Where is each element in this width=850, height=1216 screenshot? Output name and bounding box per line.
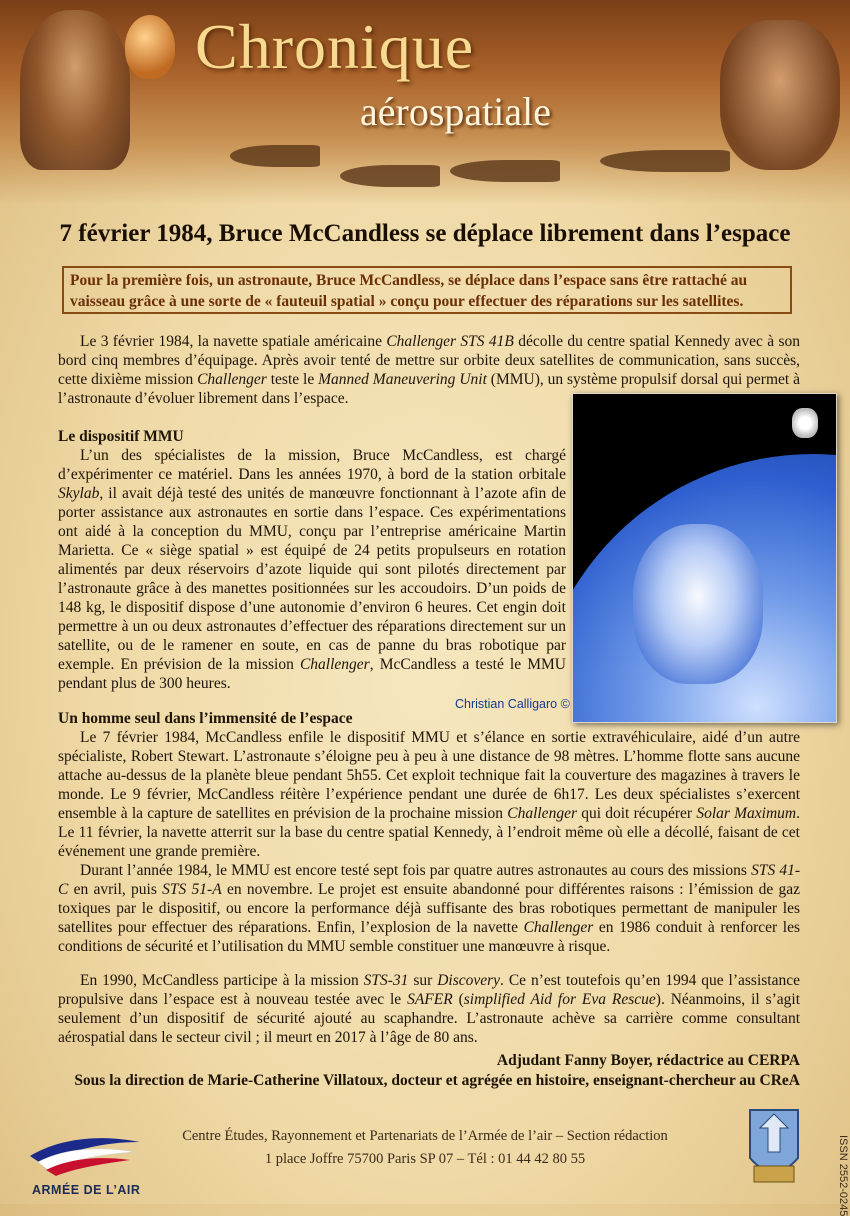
article-title: 7 février 1984, Bruce McCandless se déplace librement dans l’espace [59,220,791,247]
footer-address-line-2: 1 place Joffre 75700 Paris SP 07 – Tél : 01 44 42 80 55 [264,1151,586,1167]
fighter-plane-icon [340,165,440,187]
paragraph-1: Le 3 février 1984, la navette spatiale américaine Challenger STS 41B décolle du centre spatial Kennedy avec à son bord cinq membres d’équipage. Après avoir tenté de mettre sur orbite deux satellites de communication, sans succès, cette dixième mission Challenger teste le Manned Maneuvering Unit (MMU), un système propulsif dorsal qui permet à l’astronaute d’évoluer librement dans l’espace. [58,333,800,407]
hot-air-balloon-icon [125,15,175,79]
paragraph-5: En 1990, McCandless participe à la mission STS-31 sur Discovery. Ce n’est toutefois qu’en 1994 que l’assistance propulsive dans l’espace est à nouveau testée avec le SAFER (simplified Aid for Eva Rescue). Néanmoins, il s’agit seulement d’un dispositif de sécurité ajouté au scaphandre. L’astronaute achève sa carrière comme consultant aérospatial dans le secteur civil ; il meurt en 2017 à l’âge de 80 ans. [58,972,801,1046]
header-banner [0,0,850,205]
footer-address-line-1: Centre Études, Rayonnement et Partenariats de l’Armée de l’air – Section rédaction [182,1128,668,1144]
logo-text: ARMÉE DE L’AIR [32,1183,141,1197]
aviator-portrait-left [20,10,130,170]
aviator-portrait-right [720,20,840,170]
author-signature: Adjudant Fanny Boyer, rédactrice au CERPA [496,1052,800,1069]
header-title: Chronique [195,11,475,82]
jet-fighter-icon [600,150,730,172]
issn-number: ISSN 2552-0245 [837,1135,849,1216]
paragraph-2: L’un des spécialistes de la mission, Bruce McCandless, est chargé d’expérimenter ce matériel. Dans les années 1970, à bord de la station orbitale Skylab, il avait déjà testé des unités de manœuvre fonctionnant à l’azote afin de porter assistance aux astronautes en sortie dans l’espace. Ces expérimentations ont aidé à la conception du MMU, conçu par l’entreprise américaine Martin Marietta. Ce « siège spatial » est équipé de 24 petits propulseurs en rotation alimentés par deux réservoirs d’azote liquide qui sont pilotés directement par l’astronaute grâce à des manettes positionnées sur les accoudoirs. D’un poids de 148 kg, le dispositif dispose d’une autonomie d’environ 6 heures. Cet engin doit permettre à un ou deux astronautes d’effectuer des réparations directement sur un satellite, ou de le ramener en soute, en cas de panne du bras robotique par exemple. En prévision de la mission Challenger, McCandless a testé le MMU pendant plus de 300 heures. [58,447,566,692]
section-heading-mmu: Le dispositif MMU [58,428,184,445]
paragraph-3: Le 7 février 1984, McCandless enfile le dispositif MMU et s’élance en sortie extravéhiculaire, aidé d’un autre spécialiste, Robert Stewart. L’astronaute s’éloigne peu à peu à une distance de 98 mètres. L’homme flotte sans aucune attache au-dessus de la planète bleue pendant 5h55. Cet exploit technique fait la couverture des magazines à travers le monde. Le 9 février, McCandless réitère l’expérience pendant une durée de 6h17. Les deux spécialistes s’exercent ensemble à la capture de satellites en prévision de la prochaine mission Challenger qui doit récupérer Solar Maximum. Le 11 février, la navette atterrit sur la base du centre spatial Kennedy, à l’endroit même où elle a décollé, faisant de cet événement une grande première. [58,729,800,860]
photo-credit: Christian Calligaro © [455,697,570,711]
astronaut-face-image [633,524,763,684]
mccandless-portrait-image [572,393,837,723]
floating-astronaut-icon [792,408,818,438]
paragraph-4: Durant l’année 1984, le MMU est encore testé sept fois par quatre autres astronautes au cours des missions STS 41-C en avril, puis STS 51-A en novembre. Le projet est ensuite abandonné pour différentes raisons : l’émission de gaz toxiques par le dispositif, ou encore la performance déjà suffisante des bras robotiques permettant de manipuler les satellites pour effectuer des réparations. Enfin, l’explosion de la navette Challenger en 1986 conduit à renforcer les conditions de sécurité et l’utilisation du MMU semble constituer une manœuvre à risque. [58,862,801,955]
supervisor-signature: Sous la direction de Marie-Catherine Villatoux, docteur et agrégée en histoire, enseignant-chercheur au CReA [74,1072,800,1089]
section-heading-immensity: Un homme seul dans l’immensité de l’espace [58,710,353,727]
intro-box: Pour la première fois, un astronaute, Bruce McCandless, se déplace dans l’espace sans être rattaché au vaisseau grâce à une sorte de « fauteuil spatial » conçu pour effectuer des réparations sur les satellites. [62,266,792,314]
biplane-icon [230,145,320,167]
helicopter-icon [450,160,560,182]
header-subtitle: aérospatiale [360,89,551,134]
cerpa-emblem-icon [746,1100,802,1188]
